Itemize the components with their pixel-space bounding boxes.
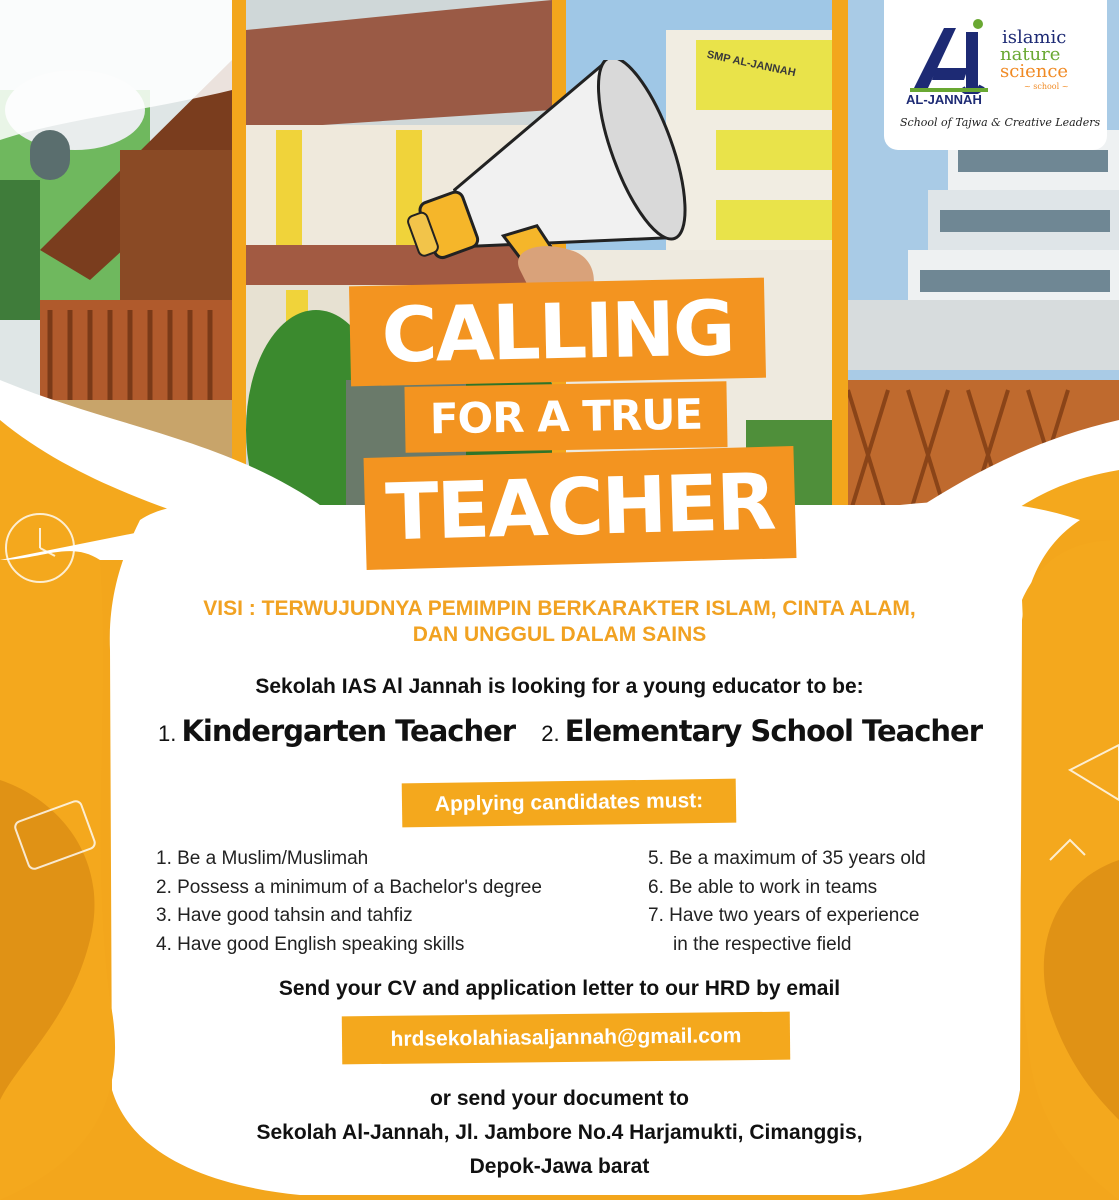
requirement-item: 1. Be a Muslim/Muslimah bbox=[156, 848, 369, 869]
intro-text: Sekolah IAS Al Jannah is looking for a young educator to be: bbox=[255, 675, 864, 698]
requirements-title: Applying candidates must: bbox=[402, 779, 737, 828]
aljannah-logo-icon bbox=[906, 18, 992, 94]
requirement-item: 2. Possess a minimum of a Bachelor's degree bbox=[156, 876, 542, 898]
logo-word-school: ~ school ~ bbox=[1024, 82, 1069, 91]
school-vision bbox=[110, 596, 1009, 648]
vision-line-2: DAN UNGGUL DALAM SAINS bbox=[412, 623, 707, 646]
requirements-list-right bbox=[648, 845, 1008, 959]
open-positions bbox=[100, 714, 1040, 748]
requirement-item: 7. Have two years of experience bbox=[648, 905, 920, 926]
requirement-item: 3. Have good tahsin and tahfiz bbox=[156, 905, 413, 926]
logo-tagline: School of Tajwa & Creative Leaders bbox=[900, 116, 1101, 129]
mailing-address bbox=[110, 1082, 1009, 1184]
address-city: Depok-Jawa barat bbox=[469, 1155, 650, 1178]
requirement-item-continuation: in the respective field bbox=[673, 933, 852, 955]
headline-calling: CALLING bbox=[349, 278, 766, 387]
logo-word-nature: nature bbox=[1000, 44, 1061, 65]
requirement-item: 6. Be able to work in teams bbox=[648, 876, 878, 898]
position-number: 2. bbox=[541, 721, 560, 746]
megaphone-icon bbox=[400, 60, 740, 310]
headline-teacher: TEACHER bbox=[364, 446, 797, 570]
requirements-list-left bbox=[156, 845, 616, 959]
address-intro: or send your document to bbox=[429, 1087, 689, 1110]
vision-line-1: VISI : TERWUJUDNYA PEMIMPIN BERKARAKTER ISLAM, CINTA ALAM, bbox=[203, 597, 916, 620]
building-sign: SMP AL-JANNAH bbox=[705, 48, 797, 80]
school-logo bbox=[884, 0, 1107, 150]
hrd-email-link[interactable]: hrdsekolahiasaljannah@gmail.com bbox=[342, 1012, 790, 1065]
address-street: Sekolah Al-Jannah, Jl. Jambore No.4 Harjamukti, Cimanggis, bbox=[256, 1121, 863, 1144]
send-cv-instruction: Send your CV and application letter to our HRD by email bbox=[278, 977, 841, 1000]
position-kindergarten-teacher: Kindergarten Teacher bbox=[181, 714, 516, 748]
requirement-item: 5. Be a maximum of 35 years old bbox=[648, 848, 926, 869]
position-number: 1. bbox=[157, 721, 177, 746]
logo-brand-text: AL-JANNAH bbox=[906, 92, 982, 107]
requirement-item: 4. Have good English speaking skills bbox=[156, 933, 465, 955]
logo-word-islamic: islamic bbox=[1002, 27, 1067, 48]
logo-word-science: science bbox=[1000, 61, 1069, 82]
position-elementary-teacher: Elementary School Teacher bbox=[564, 714, 983, 748]
headline-for-a-true: FOR A TRUE bbox=[404, 381, 727, 453]
